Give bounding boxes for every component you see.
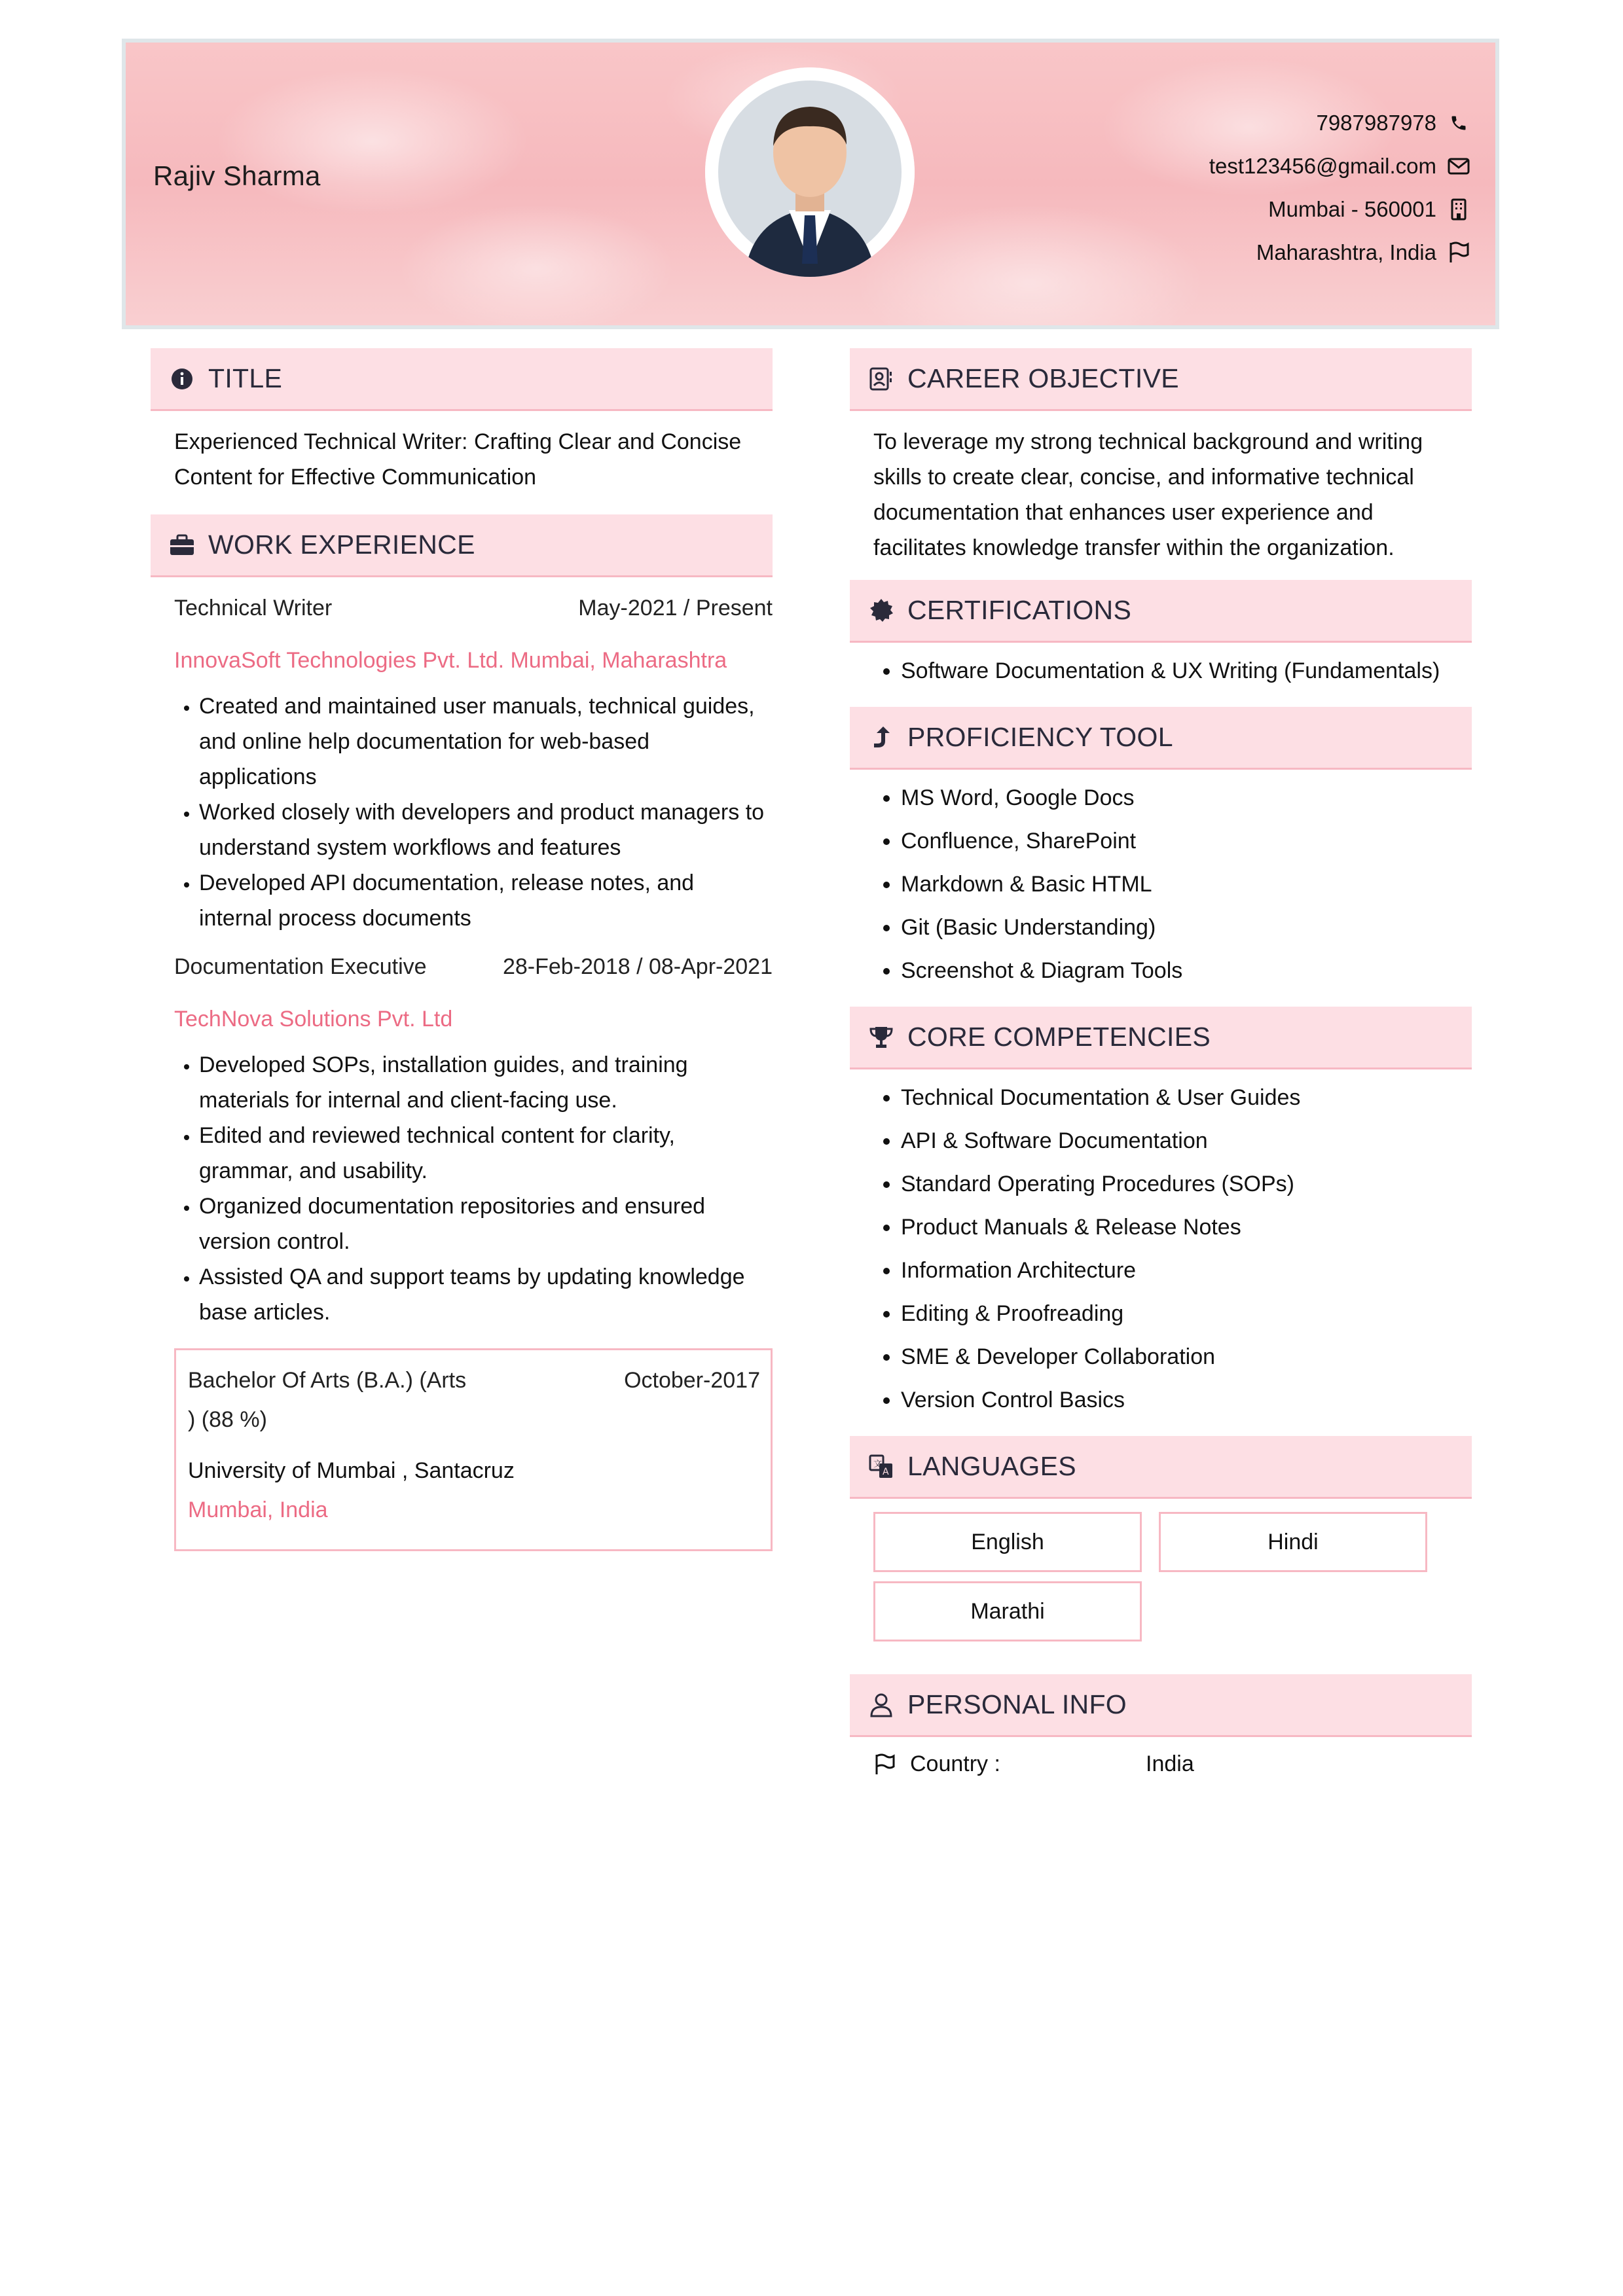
country-label: Country :: [910, 1751, 1000, 1776]
arrow-up-icon: [868, 725, 894, 751]
contact-block: [1209, 101, 1470, 274]
list-item: • Developed API documentation, release notes, and internal process documents: [199, 865, 773, 936]
personal-country-row: [850, 1737, 1472, 1777]
education-date: October-2017: [624, 1368, 760, 1393]
right-column: [850, 348, 1472, 1777]
building-icon: [1447, 198, 1470, 221]
job-2-bullets: [151, 1047, 773, 1330]
language-badge: Marathi: [873, 1581, 1142, 1641]
list-item: • Git (Basic Understanding): [901, 906, 1472, 949]
phone-text: 7987987978: [1316, 111, 1436, 135]
svg-text:文: 文: [873, 1459, 883, 1469]
objective-text: To leverage my strong technical background and writing skills to create clear, concise, and informative technical documentation that enhances user experience and facilitates knowledge transfer within the organization.: [873, 429, 1423, 560]
profile-photo: [705, 67, 915, 277]
list-item: • Editing & Proofreading: [901, 1292, 1472, 1335]
work-heading: WORK EXPERIENCE: [208, 529, 475, 560]
envelope-icon: [1447, 154, 1470, 178]
candidate-name: Rajiv Sharma: [153, 160, 321, 191]
region-text: Maharashtra, India: [1256, 240, 1436, 264]
competencies-section-header: [850, 1007, 1472, 1069]
languages-grid: [850, 1499, 1472, 1641]
list-item: • Screenshot & Diagram Tools: [901, 949, 1472, 992]
work-section-header: [151, 514, 773, 577]
job-2-role: Documentation Executive: [174, 954, 427, 979]
contact-city: [1209, 188, 1470, 231]
email-text: test123456@gmail.com: [1209, 154, 1436, 178]
languages-section-header: [850, 1436, 1472, 1499]
education-degree-cont-row: [188, 1400, 760, 1439]
competencies-list: [850, 1076, 1472, 1422]
list-item: • SME & Developer Collaboration: [901, 1335, 1472, 1378]
job-1-dates: May-2021 / Present: [578, 595, 773, 620]
education-location: Mumbai, India: [188, 1498, 328, 1522]
list-item: • Organized documentation repositories and ensured version control.: [199, 1189, 773, 1259]
objective-heading: CAREER OBJECTIVE: [907, 363, 1179, 393]
education-university: University of Mumbai , Santacruz: [188, 1458, 515, 1483]
list-item: • Worked closely with developers and product managers to understand system workflows and features: [199, 795, 773, 865]
city-text: Mumbai - 560001: [1268, 197, 1436, 221]
list-item: • API & Software Documentation: [901, 1119, 1472, 1162]
list-item: • Technical Documentation & User Guides: [901, 1076, 1472, 1119]
list-item: • Assisted QA and support teams by updating knowledge base articles.: [199, 1259, 773, 1330]
tools-list: [850, 776, 1472, 992]
tools-heading: PROFICIENCY TOOL: [907, 722, 1173, 752]
certifications-heading: CERTIFICATIONS: [907, 595, 1132, 625]
resume-header: [122, 39, 1499, 329]
objective-section-header: [850, 348, 1472, 411]
education-degree: Bachelor Of Arts (B.A.) (Arts: [188, 1368, 467, 1393]
list-item: • Confluence, SharePoint: [901, 819, 1472, 863]
education-card: [174, 1348, 773, 1551]
certifications-section-header: [850, 580, 1472, 643]
job-2-dates: 28-Feb-2018 / 08-Apr-2021: [502, 954, 773, 979]
briefcase-icon: [169, 532, 195, 558]
job-2-row: [151, 949, 773, 984]
contact-phone[interactable]: [1209, 101, 1470, 145]
user-icon: [868, 1692, 894, 1718]
certificate-badge-icon: [868, 598, 894, 624]
education-degree-row: [188, 1361, 760, 1400]
contact-card-icon: [868, 366, 894, 392]
contact-region: [1209, 231, 1470, 274]
personal-section-header: [850, 1674, 1472, 1737]
list-item: • Developed SOPs, installation guides, and training materials for internal and client-facing use.: [199, 1047, 773, 1118]
info-icon: [169, 366, 195, 392]
list-item: • Version Control Basics: [901, 1378, 1472, 1422]
country-value: India: [1146, 1751, 1194, 1776]
svg-text:A: A: [883, 1466, 889, 1477]
languages-heading: LANGUAGES: [907, 1451, 1076, 1481]
job-1-role: Technical Writer: [174, 595, 333, 620]
left-column: [151, 348, 773, 1551]
language-badge: Hindi: [1159, 1512, 1427, 1572]
list-item: • Information Architecture: [901, 1249, 1472, 1292]
certifications-list: [850, 649, 1472, 692]
job-1-company: InnovaSoft Technologies Pvt. Ltd. Mumbai, Maharashtra: [174, 647, 727, 673]
personal-heading: PERSONAL INFO: [907, 1689, 1127, 1719]
list-item: • Standard Operating Procedures (SOPs): [901, 1162, 1472, 1206]
flag-icon: [872, 1752, 897, 1777]
job-1-row: [151, 590, 773, 626]
title-text: Experienced Technical Writer: Crafting Clear and Concise Content for Effective Communication: [174, 429, 742, 490]
flag-icon: [1447, 241, 1470, 264]
trophy-icon: [868, 1024, 894, 1050]
list-item: • Product Manuals & Release Notes: [901, 1206, 1472, 1249]
translate-icon: [868, 1454, 894, 1480]
list-item: • Markdown & Basic HTML: [901, 863, 1472, 906]
job-2-company: TechNova Solutions Pvt. Ltd: [174, 1006, 453, 1031]
contact-email[interactable]: [1209, 145, 1470, 188]
language-badge: English: [873, 1512, 1142, 1572]
competencies-heading: CORE COMPETENCIES: [907, 1022, 1211, 1052]
tools-section-header: [850, 707, 1472, 770]
job-1-bullets: [151, 689, 773, 936]
education-degree-cont: ) (88 %): [188, 1407, 267, 1432]
title-section-header: [151, 348, 773, 411]
list-item: • MS Word, Google Docs: [901, 776, 1472, 819]
phone-icon: [1447, 111, 1470, 135]
list-item: • Software Documentation & UX Writing (Fundamentals): [901, 649, 1472, 692]
list-item: • Created and maintained user manuals, technical guides, and online help documentation for web-based applications: [199, 689, 773, 795]
title-heading: TITLE: [208, 363, 283, 393]
list-item: • Edited and reviewed technical content for clarity, grammar, and usability.: [199, 1118, 773, 1189]
